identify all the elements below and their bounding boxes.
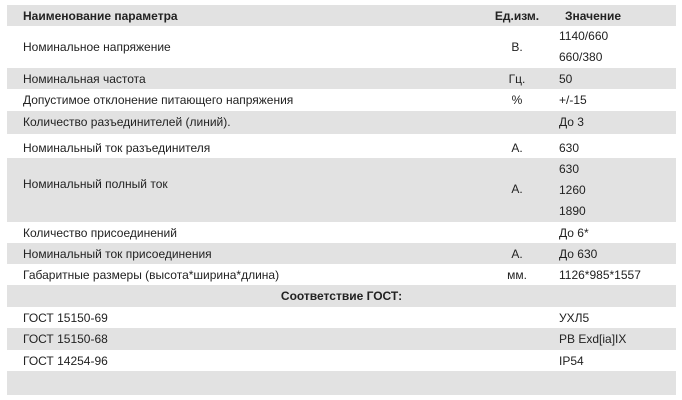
param-value: 660/380 [559,50,603,64]
table-row [7,243,676,264]
param-value: 50 [559,72,573,86]
param-name: Номинальный ток присоединения [23,247,212,261]
param-value: 1140/660 [559,29,609,43]
param-value: 630 [559,141,580,155]
param-name: Номинальный полный ток [23,177,168,191]
table-row [7,68,676,89]
param-name: Номинальная частота [23,72,146,86]
param-value: До 3 [559,115,584,129]
table-row [7,158,676,222]
param-value: 1126*985*1557 [559,268,641,282]
empty-row [7,371,676,395]
table-row [7,350,676,371]
table-row [7,222,676,243]
table-row [7,264,676,285]
table-row [7,134,676,158]
header-name: Наименование параметра [23,9,178,23]
table-row [7,328,676,350]
param-unit: % [511,93,523,107]
param-unit: В. [511,40,523,54]
param-name: Допустимое отклонение питающего напряжения [23,93,294,107]
table-header [7,5,676,26]
param-name: Номинальное напряжение [23,40,171,54]
table-row [7,89,676,111]
param-value: +/-15 [559,93,587,107]
param-name: Номинальный ток разъединителя [23,141,211,155]
gost-name: ГОСТ 15150-69 [23,311,108,325]
gost-header [7,285,676,307]
table-row [7,26,676,68]
gost-value: IP54 [559,354,584,368]
param-value: 1260 [559,183,586,197]
gost-name: ГОСТ 14254-96 [23,354,108,368]
param-value: До 6* [559,226,589,240]
param-value: До 630 [559,247,598,261]
header-unit: Ед.изм. [494,9,540,23]
param-name: Габаритные размеры (высота*ширина*длина) [23,268,280,282]
param-unit: Гц. [508,72,526,86]
param-unit: А. [511,141,523,155]
gost-value: PB Exd[ia]IX [559,332,627,346]
table-row [7,307,676,328]
header-value: Значение [565,9,622,23]
gost-name: ГОСТ 15150-68 [23,332,108,346]
param-value: 630 [559,162,580,176]
param-name: Количество разъединителей (линий). [23,115,231,129]
param-value: 1890 [559,204,586,218]
param-unit: А. [511,247,523,261]
param-unit: мм. [507,268,527,282]
param-name: Количество присоединений [23,226,177,240]
gost-title: Соответствие ГОСТ: [280,289,403,303]
table-row [7,111,676,134]
param-unit: А. [511,182,523,196]
gost-value: УХЛ5 [559,311,590,325]
